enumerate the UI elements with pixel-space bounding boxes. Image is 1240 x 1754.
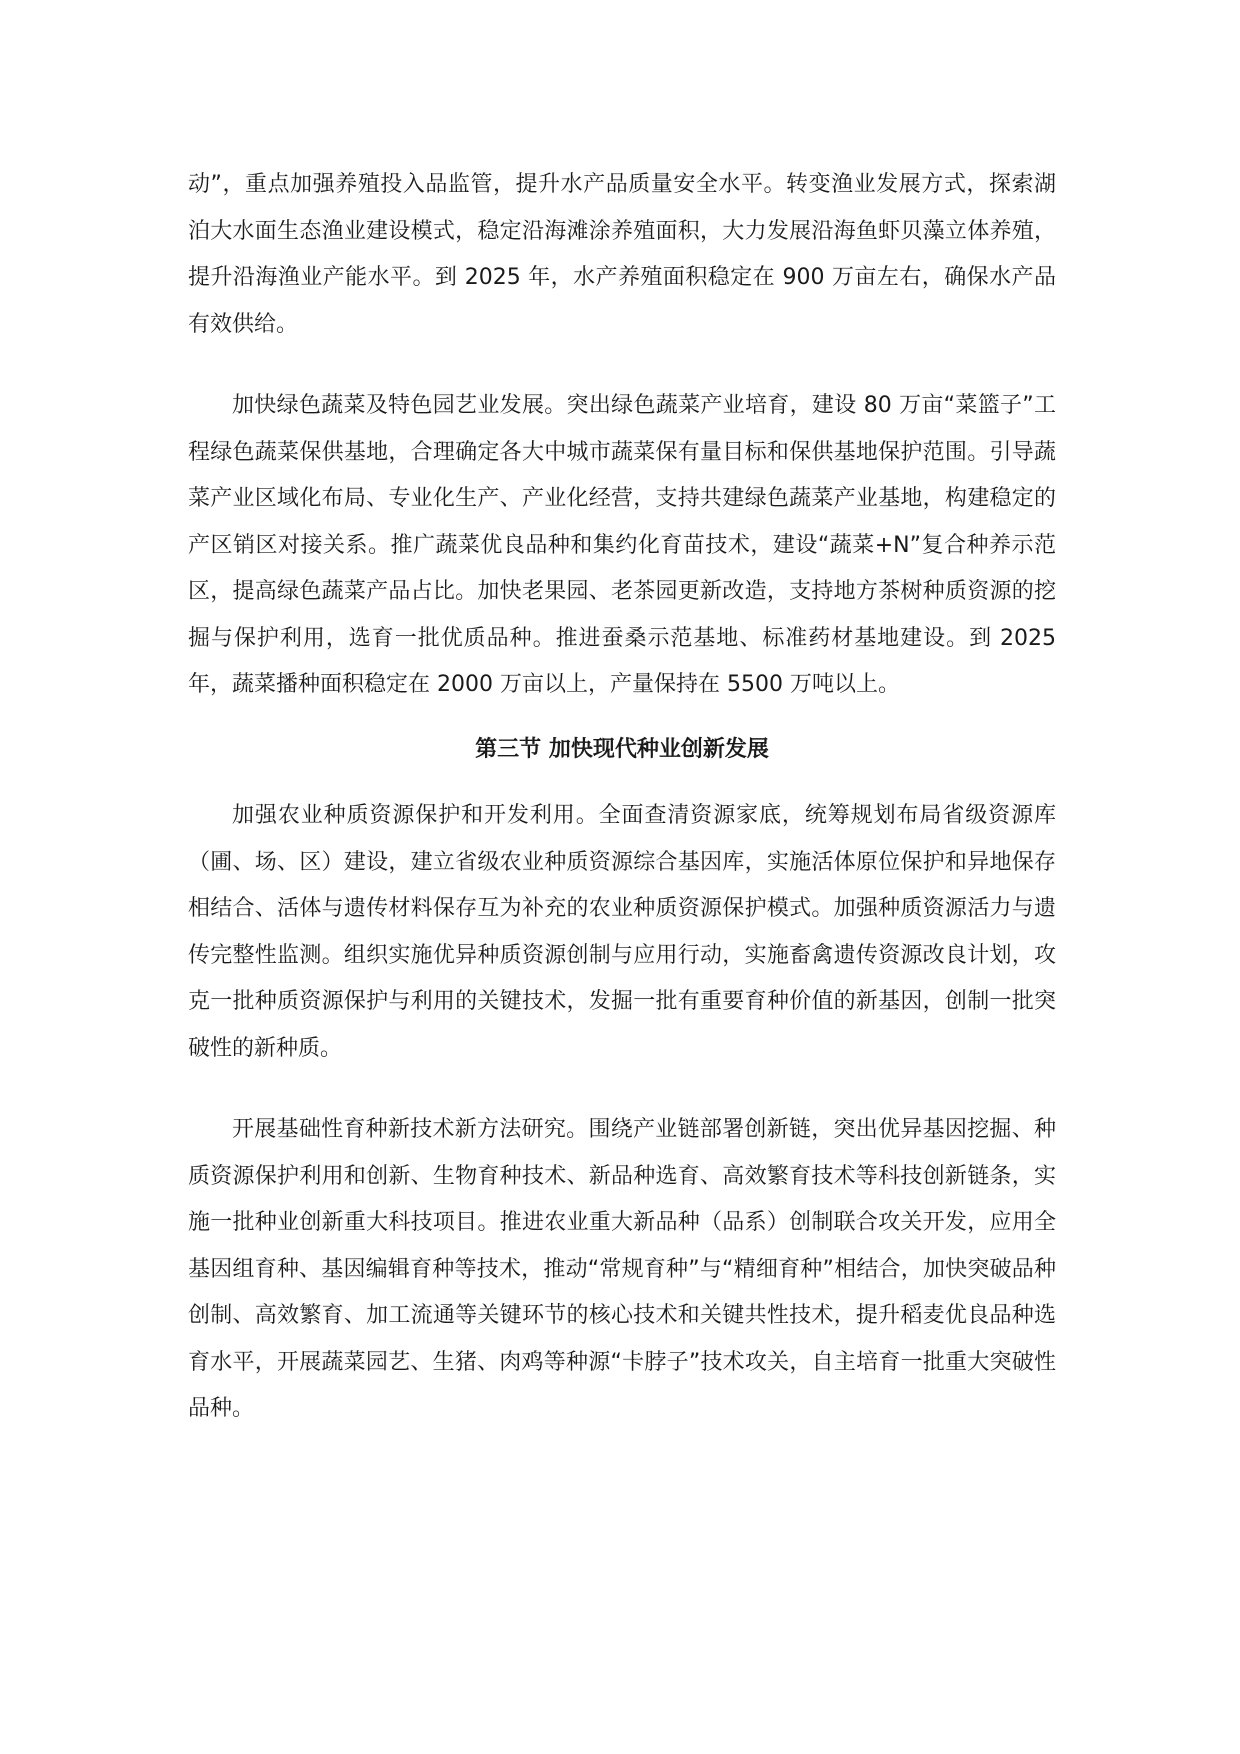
paragraph-breeding-technology: 开展基础性育种新技术新方法研究。围绕产业链部署创新链，突出优异基因挖掘、种质资源保护利用和创新、生物育种技术、新品种选育、高效繁育技术等科技创新链条，实施一批种业创新重大科技项目。推进农业重大新品种（品系）创制联合攻关开发，应用全基因组育种、基因编辑育种等技术，推动“常规育种”与“精细育种”相结合，加快突破品种创制、高效繁育、加工流通等关键环节的核心技术和关键共性技术，提升稻麦优良品种选育水平，开展蔬菜园艺、生猪、肉鸡等种源“卡脖子”技术攻关，自主培育一批重大突破性品种。 xyxy=(188,1117,1056,1421)
document-body xyxy=(188,162,1056,1433)
paragraph-gap xyxy=(188,1072,1056,1107)
section-heading: 第三节 加快现代种业创新发展 xyxy=(475,736,769,762)
paragraph-gap xyxy=(188,709,1056,727)
paragraph-fishery-continued: 动”，重点加强养殖投入品监管，提升水产品质量安全水平。转变渔业发展方式，探索湖泊大水面生态渔业建设模式，稳定沿海滩涂养殖面积，大力发展沿海鱼虾贝藻立体养殖，提升沿海渔业产能水平。到 2025 年，水产养殖面积稳定在 900 万亩左右，确保水产品有效供给。 xyxy=(188,172,1056,337)
paragraph-vegetables-horticulture: 加快绿色蔬菜及特色园艺业发展。突出绿色蔬菜产业培育，建设 80 万亩“菜篮子”工程绿色蔬菜保供基地，合理确定各大中城市蔬菜保有量目标和保供基地保护范围。引导蔬菜产业区域化布局、专业化生产、产业化经营，支持共建绿色蔬菜产业基地，构建稳定的产区销区对接关系。推广蔬菜优良品种和集约化育苗技术，建设“蔬菜+N”复合种养示范区，提高绿色蔬菜产品占比。加快老果园、老茶园更新改造，支持地方茶树种质资源的挖掘与保护利用，选育一批优质品种。推进蚕桑示范基地、标准药材基地建设。到 2025 年，蔬菜播种面积稳定在 2000 万亩以上，产量保持在 5500 万吨以上。 xyxy=(188,393,1056,697)
paragraph-germplasm-resources: 加强农业种质资源保护和开发利用。全面查清资源家底，统筹规划布局省级资源库（圃、场、区）建设，建立省级农业种质资源综合基因库，实施活体原位保护和异地保存相结合、活体与遗传材料保存互为补充的农业种质资源保护模式。加强种质资源活力与遗传完整性监测。组织实施优异种质资源创制与应用行动，实施畜禽遗传资源改良计划，攻克一批种质资源保护与利用的关键技术，发掘一批有重要育种价值的新基因，创制一批突破性的新种质。 xyxy=(188,803,1056,1061)
paragraph-gap xyxy=(188,773,1056,793)
paragraph-gap xyxy=(188,348,1056,383)
